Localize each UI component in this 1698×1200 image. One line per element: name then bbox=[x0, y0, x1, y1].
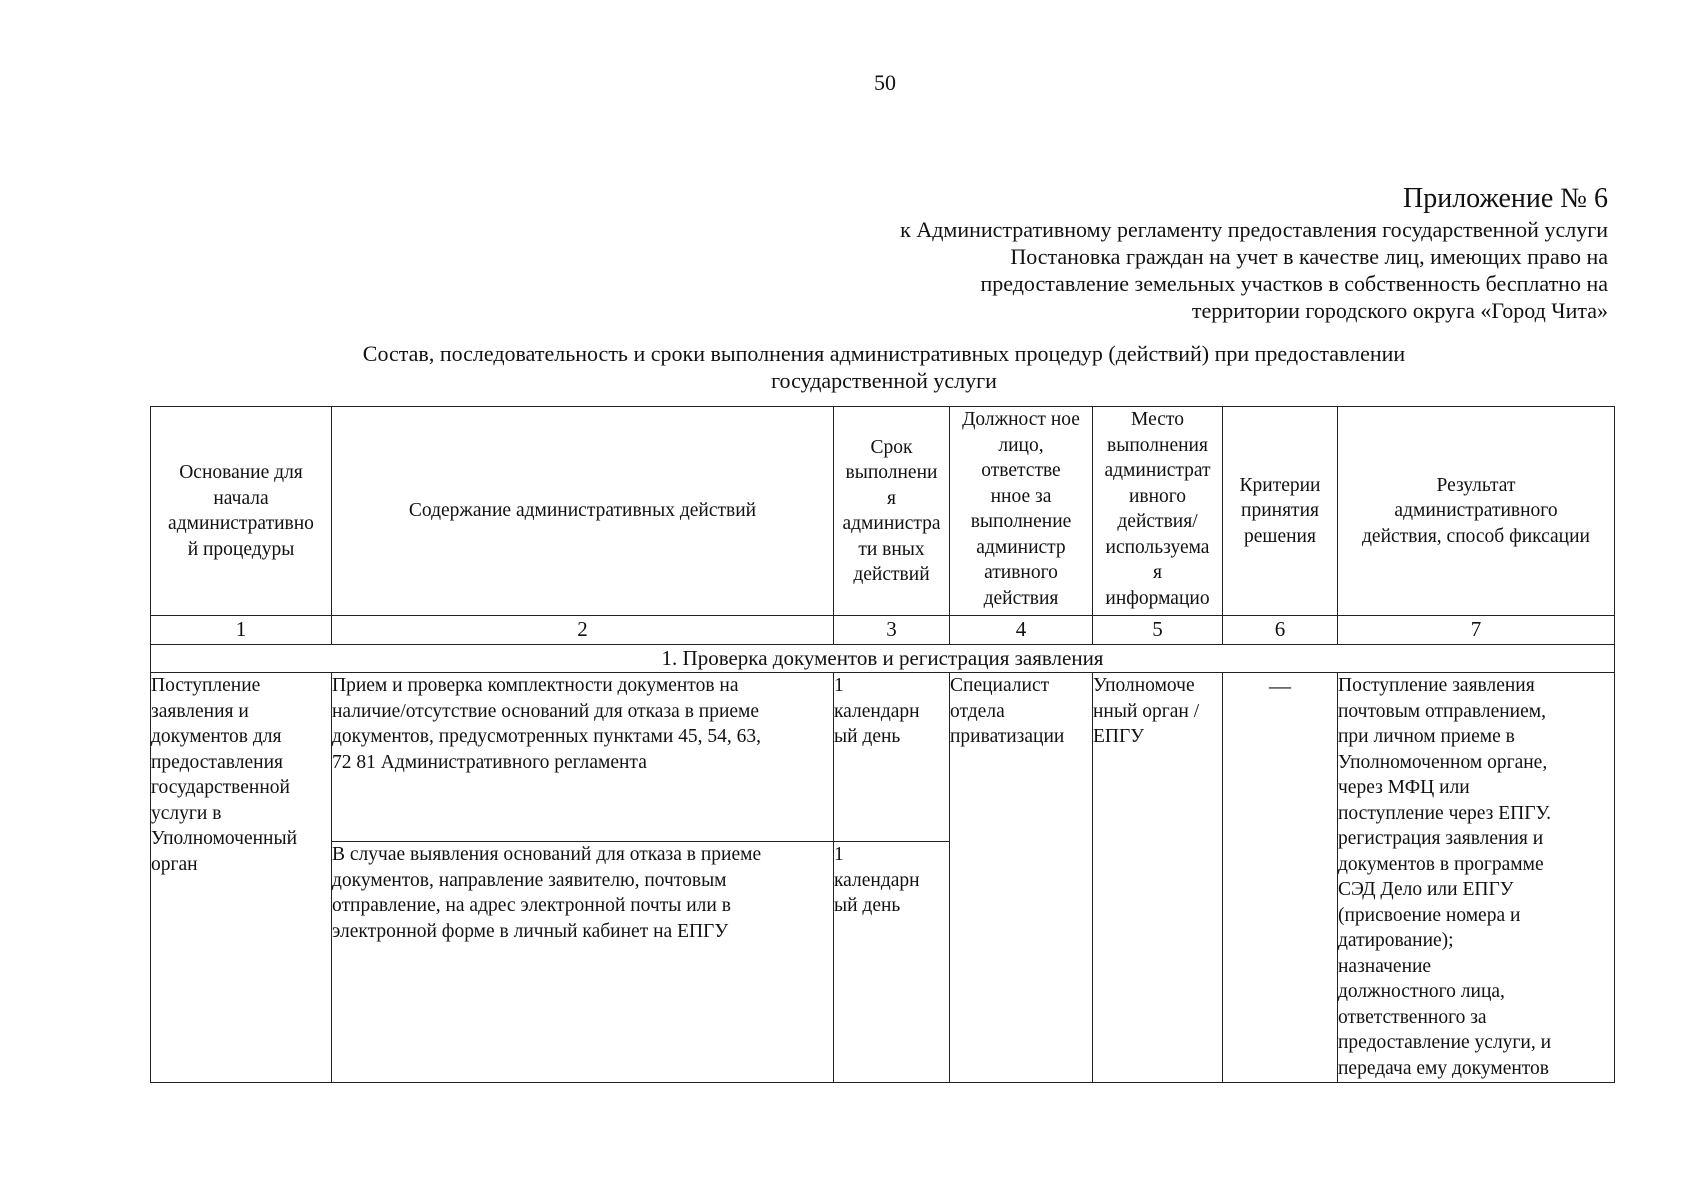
text-line: отдела bbox=[950, 700, 1005, 722]
text-line: орган bbox=[151, 853, 198, 875]
header-content bbox=[332, 407, 834, 616]
column-number-4: 4 bbox=[950, 616, 1093, 645]
appendix-heading bbox=[600, 182, 1608, 324]
text-line: предоставления bbox=[151, 751, 283, 773]
appendix-line-3: предоставление земельных участков в собственность бесплатно на bbox=[980, 271, 1608, 296]
header-criteria bbox=[1223, 407, 1338, 616]
text-line: выполнени bbox=[845, 462, 938, 483]
text-line: я bbox=[1153, 562, 1162, 583]
text-line: 1 bbox=[834, 675, 844, 696]
cell-basis bbox=[151, 673, 332, 1083]
cell-term-1 bbox=[834, 673, 950, 842]
text-line: административного bbox=[1394, 500, 1558, 522]
header-place bbox=[1093, 407, 1223, 616]
text-line: наличие/отсутствие оснований для отказа в приеме bbox=[332, 700, 760, 722]
text-line: Срок bbox=[870, 436, 913, 458]
text-line: Поступление заявления bbox=[1338, 675, 1535, 696]
cell-action-2 bbox=[332, 842, 834, 1083]
column-number-row bbox=[151, 616, 1615, 645]
text-line: ый день bbox=[834, 895, 901, 916]
text-line: В случае выявления оснований для отказа в приеме bbox=[332, 844, 762, 865]
text-line: документов, направление заявителю, почтовым bbox=[332, 869, 727, 891]
text-line: государственной bbox=[151, 777, 290, 798]
appendix-line-2: Постановка граждан на учет в качестве лиц, имеющих право на bbox=[1010, 244, 1608, 269]
text-line: действия/ bbox=[1117, 511, 1198, 532]
table-header-row bbox=[151, 407, 1615, 616]
text-line: используема bbox=[1105, 536, 1210, 558]
text-line: почтовым отправлением, bbox=[1338, 700, 1546, 722]
table-row bbox=[151, 673, 1615, 842]
text-line: должностного лица, bbox=[1338, 981, 1505, 1002]
text-line: действий bbox=[853, 564, 930, 585]
header-term bbox=[834, 407, 950, 616]
section-row bbox=[151, 645, 1615, 673]
text-line: действия, способ фиксации bbox=[1362, 525, 1590, 547]
text-line: Должност ное bbox=[962, 409, 1080, 430]
cell-action-1 bbox=[332, 673, 834, 842]
text-line: 1 bbox=[834, 844, 844, 865]
column-number-1: 1 bbox=[151, 616, 332, 645]
text-line: ый день bbox=[834, 726, 901, 747]
text-line: назначение bbox=[1338, 955, 1432, 977]
text-line: Уполномоченном органе, bbox=[1338, 751, 1548, 773]
text-line: административно bbox=[168, 513, 314, 534]
text-line: документов в программе bbox=[1338, 853, 1544, 875]
text-line: ти вных bbox=[858, 538, 925, 560]
text-line: нный орган / bbox=[1093, 700, 1200, 722]
text-line: документов для bbox=[151, 726, 282, 747]
text-line: услуги в bbox=[151, 802, 222, 824]
page-number: 50 bbox=[874, 70, 896, 95]
text-line: й процедуры bbox=[187, 538, 295, 560]
text-line: 72 81 Административного регламента bbox=[332, 751, 647, 773]
text-line: документов, предусмотренных пунктами 45, 54, 63, bbox=[332, 726, 762, 747]
column-number-5: 5 bbox=[1093, 616, 1223, 645]
text-line: поступление через ЕПГУ. bbox=[1338, 802, 1552, 824]
column-number-7: 7 bbox=[1338, 616, 1615, 645]
text-line: действия bbox=[983, 587, 1059, 609]
appendix-title: Приложение № 6 bbox=[1403, 183, 1608, 214]
text-line: Место bbox=[1131, 409, 1184, 430]
text-line: календарн bbox=[834, 700, 920, 722]
text-line: передача ему документов bbox=[1338, 1057, 1550, 1079]
cell-official bbox=[950, 673, 1093, 1083]
text-line: Уполномоче bbox=[1093, 675, 1195, 696]
column-number-6: 6 bbox=[1223, 616, 1338, 645]
text-line: заявления и bbox=[151, 700, 249, 722]
text-line: Специалист bbox=[950, 675, 1050, 696]
text-line: при личном приеме в bbox=[1338, 726, 1515, 747]
text-line: приватизации bbox=[950, 726, 1065, 747]
document-title-line-1: Состав, последовательность и сроки выполнения административных процедур (действий) при предоставлении bbox=[362, 341, 1406, 366]
text-line: выполнение bbox=[970, 511, 1072, 532]
cell-place bbox=[1093, 673, 1223, 1083]
cell-result bbox=[1338, 673, 1615, 1083]
text-line: (присвоение номера и bbox=[1338, 904, 1521, 926]
text-line: Прием и проверка комплектности документов на bbox=[332, 675, 739, 696]
document-title-line-2: государственной услуги bbox=[771, 368, 997, 393]
column-number-3: 3 bbox=[834, 616, 950, 645]
column-number-2: 2 bbox=[332, 616, 834, 645]
text-line: Уполномоченный bbox=[151, 828, 298, 849]
text-line: информацио bbox=[1105, 587, 1210, 609]
text-line: предоставление услуги, и bbox=[1338, 1032, 1552, 1053]
document-title bbox=[160, 340, 1608, 394]
text-line: ответстве bbox=[981, 460, 1061, 481]
text-line: начала bbox=[213, 487, 269, 509]
text-line: календарн bbox=[834, 869, 920, 891]
text-line: через МФЦ или bbox=[1338, 777, 1470, 798]
text-line: администра bbox=[842, 513, 941, 534]
text-line: Результат bbox=[1436, 474, 1516, 496]
appendix-line-4: территории городского округа «Город Чита» bbox=[1191, 298, 1608, 323]
text-line: Основание для bbox=[179, 462, 303, 483]
text-line: ЕПГУ bbox=[1093, 726, 1145, 747]
text-line: датирование); bbox=[1338, 930, 1454, 951]
text-line: СЭД Дело или ЕПГУ bbox=[1338, 879, 1514, 900]
text-line: я bbox=[887, 487, 896, 509]
text-line: нное за bbox=[990, 485, 1052, 507]
header-result bbox=[1338, 407, 1615, 616]
text-line: регистрация заявления и bbox=[1338, 828, 1544, 849]
text-line: ивного bbox=[1128, 485, 1187, 507]
text-line: администрат bbox=[1104, 460, 1211, 481]
cell-criteria: — bbox=[1223, 673, 1338, 1083]
appendix-line-1: к Административному регламенту предоставления государственной услуги bbox=[900, 217, 1608, 242]
text-line: ативного bbox=[984, 562, 1058, 583]
text-line: выполнения bbox=[1107, 434, 1208, 456]
text-line: решения bbox=[1244, 525, 1316, 547]
text-line: администр bbox=[976, 536, 1066, 558]
text-line: Поступление bbox=[151, 675, 261, 696]
text-line: отправление, на адрес электронной почты или в bbox=[332, 895, 731, 916]
procedures-table bbox=[150, 406, 1615, 1083]
text-line: Содержание административных действий bbox=[408, 500, 757, 522]
text-line: электронной форме в личный кабинет на ЕПГУ bbox=[332, 920, 729, 942]
header-basis bbox=[151, 407, 332, 616]
text-line: принятия bbox=[1241, 500, 1319, 522]
header-official bbox=[950, 407, 1093, 616]
section-title: 1. Проверка документов и регистрация заявления bbox=[151, 645, 1615, 673]
text-line: лицо, bbox=[998, 434, 1044, 456]
cell-term-2 bbox=[834, 842, 950, 1083]
text-line: Критерии bbox=[1239, 474, 1321, 496]
text-line: ответственного за bbox=[1338, 1006, 1487, 1028]
